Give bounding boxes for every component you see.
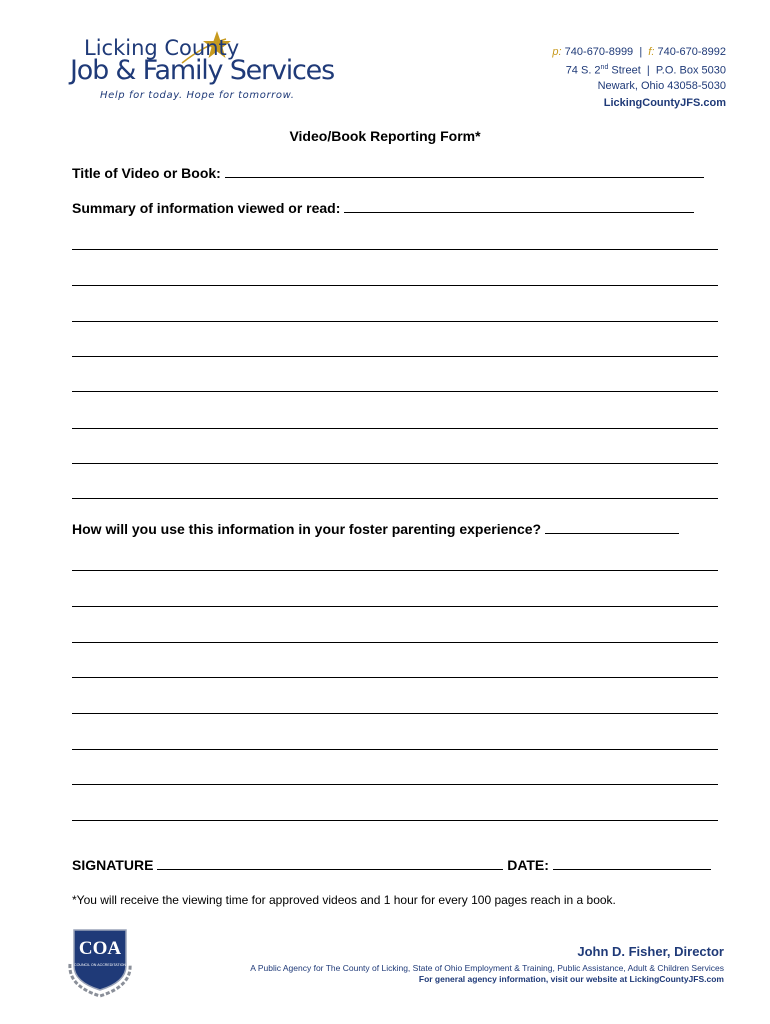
separator: | <box>639 46 643 58</box>
summary-label: Summary of information viewed or read: <box>72 200 341 216</box>
date-input-line[interactable] <box>553 856 711 870</box>
use-question <box>72 520 679 537</box>
use-input-line[interactable] <box>545 520 679 534</box>
city-line: Newark, Ohio 43058-5030 <box>597 79 726 92</box>
form-title: Video/Book Reporting Form* <box>289 128 481 144</box>
use-line-7[interactable] <box>72 784 718 785</box>
coa-accreditation-badge <box>62 924 138 1000</box>
use-line-3[interactable] <box>72 642 718 643</box>
logo-county-name: Licking County <box>84 36 240 60</box>
street-superscript: nd <box>600 64 609 71</box>
street-suffix: Street <box>611 64 641 77</box>
use-line-1[interactable] <box>72 570 718 571</box>
separator: | <box>646 64 650 77</box>
summary-input-line[interactable] <box>344 199 694 213</box>
phone-number: 740-670-8999 <box>564 46 634 58</box>
summary-line-5[interactable] <box>72 391 718 392</box>
director-name: John D. Fisher, Director <box>577 944 724 959</box>
logo-agency-name: Job & Family Services <box>70 55 334 86</box>
summary-line-4[interactable] <box>72 356 718 357</box>
agency-description: A Public Agency for The County of Licking, State of Ohio Employment & Training, Public Assistance, Adult & Children Services <box>250 963 724 973</box>
signature-label: SIGNATURE <box>72 857 154 873</box>
use-line-4[interactable] <box>72 677 718 678</box>
use-line-5[interactable] <box>72 713 718 714</box>
use-line-6[interactable] <box>72 749 718 750</box>
phone-fax-line <box>552 45 726 60</box>
footnote: *You will receive the viewing time for approved videos and 1 hour for every 100 pages reach in a book. <box>72 893 616 907</box>
fax-number: 740-670-8992 <box>657 46 726 58</box>
summary-question <box>72 199 694 216</box>
title-input-line[interactable] <box>225 164 704 178</box>
agency-logo <box>70 30 334 105</box>
signature-input-line[interactable] <box>157 856 503 870</box>
summary-line-8[interactable] <box>72 498 718 499</box>
badge-text: COA <box>78 938 122 959</box>
date-label: DATE: <box>507 857 549 873</box>
use-line-8[interactable] <box>72 820 718 821</box>
signature-row <box>72 856 711 873</box>
contact-block <box>552 45 726 111</box>
summary-line-7[interactable] <box>72 463 718 464</box>
fax-key: f: <box>648 46 655 58</box>
summary-line-6[interactable] <box>72 428 718 429</box>
po-box: P.O. Box 5030 <box>655 64 726 77</box>
logo-tagline: Help for today. Hope for tomorrow. <box>100 90 295 101</box>
website-link[interactable]: LickingCountyJFS.com <box>603 96 726 109</box>
website-info: For general agency information, visit our website at LickingCountyJFS.com <box>418 974 724 984</box>
phone-key: p: <box>552 46 562 58</box>
summary-line-2[interactable] <box>72 285 718 286</box>
title-label: Title of Video or Book: <box>72 165 221 181</box>
use-label: How will you use this information in your foster parenting experience? <box>72 521 542 537</box>
street-prefix: 74 S. 2 <box>565 64 601 77</box>
title-question <box>72 164 704 181</box>
badge-subtitle: COUNCIL ON ACCREDITATION <box>73 963 127 967</box>
summary-line-3[interactable] <box>72 321 718 322</box>
address-line <box>552 60 726 79</box>
summary-line-1[interactable] <box>72 249 718 250</box>
use-line-2[interactable] <box>72 606 718 607</box>
